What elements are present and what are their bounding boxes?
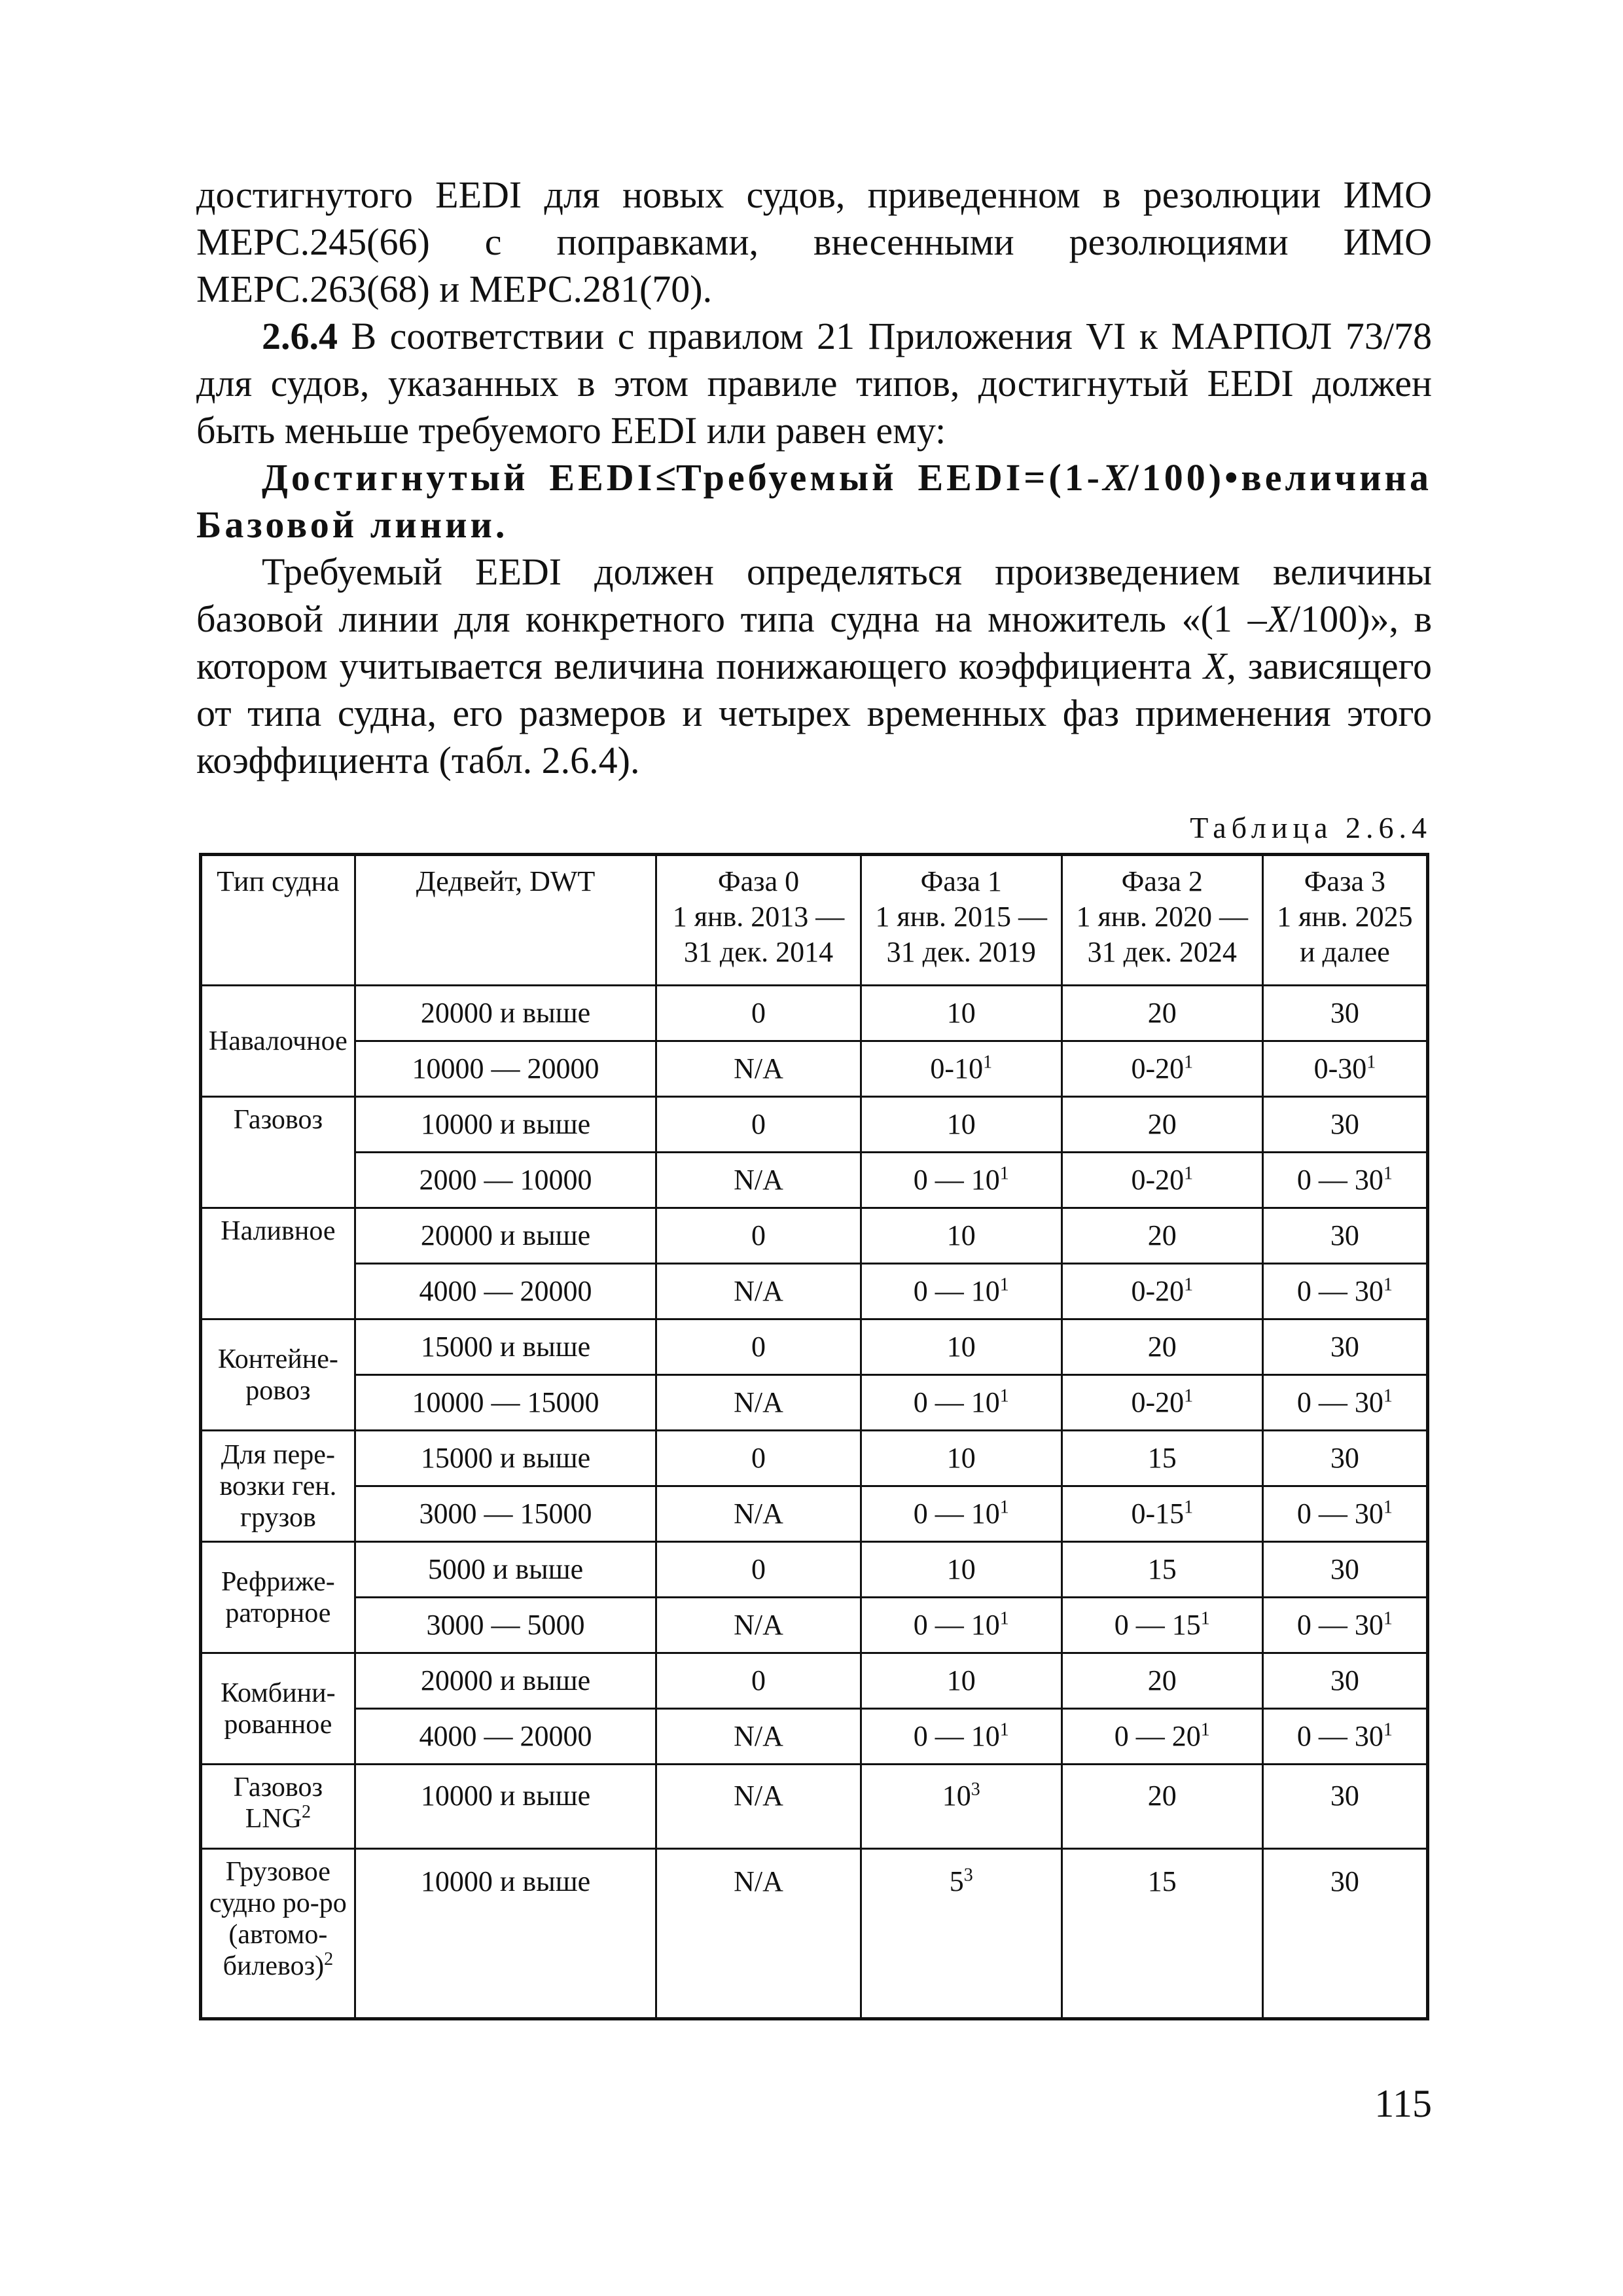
phase2-cell: 0 — $20^1$ bbox=[1061, 1709, 1262, 1765]
ship-type-cell: Наливное bbox=[201, 1208, 355, 1319]
table-row bbox=[201, 1486, 1428, 1542]
ship-type-cell: Газовоз bbox=[201, 1097, 355, 1208]
phase0-cell: 0 bbox=[656, 1319, 861, 1375]
dwt-cell: 3000 — 5000 bbox=[355, 1598, 656, 1653]
dwt-cell: 4000 — 20000 bbox=[355, 1709, 656, 1765]
phase1-cell: 10 bbox=[861, 1208, 1061, 1264]
header-phase-2 bbox=[1061, 855, 1262, 986]
phase1-cell: 0 — $10^1$ bbox=[861, 1709, 1061, 1765]
phase1-cell: 10 bbox=[861, 1542, 1061, 1598]
footnote-marker: 1 bbox=[1383, 1497, 1393, 1518]
footnote-marker: 1 bbox=[1383, 1163, 1393, 1184]
table-row bbox=[201, 1208, 1428, 1264]
formula-part2: Требуемый EEDI=(1- bbox=[676, 456, 1103, 499]
phase-name: Фаза 2 bbox=[1121, 865, 1203, 897]
phase1-cell: 0 — $10^1$ bbox=[861, 1486, 1061, 1542]
phase2-cell: $0-20^1$ bbox=[1061, 1153, 1262, 1208]
footnote-marker: 3 bbox=[963, 1865, 973, 1886]
footnote-marker: 1 bbox=[999, 1274, 1009, 1295]
phase3-cell: 30 bbox=[1262, 1319, 1427, 1375]
phase1-cell: $0-10^1$ bbox=[861, 1041, 1061, 1097]
header-phase-0 bbox=[656, 855, 861, 986]
table-row bbox=[201, 1264, 1428, 1319]
dwt-cell: 15000 и выше bbox=[355, 1431, 656, 1486]
footnote-marker: 1 bbox=[1383, 1274, 1393, 1295]
phase0-cell: 0 bbox=[656, 1542, 861, 1598]
formula-relation: ≤ bbox=[655, 456, 677, 499]
footnote-marker: 1 bbox=[1366, 1052, 1376, 1073]
phase3-cell: 0 — $30^1$ bbox=[1262, 1709, 1427, 1765]
phase2-cell: 20 bbox=[1061, 1653, 1262, 1709]
dwt-cell: 5000 и выше bbox=[355, 1542, 656, 1598]
footnote-marker: 1 bbox=[1200, 1608, 1210, 1629]
phase0-cell: N/A bbox=[656, 1264, 861, 1319]
table-row bbox=[201, 1153, 1428, 1208]
table-row bbox=[201, 1765, 1428, 1849]
phase0-cell: N/A bbox=[656, 1849, 861, 2019]
dwt-cell: 20000 и выше bbox=[355, 1653, 656, 1709]
phase2-cell: 20 bbox=[1061, 1319, 1262, 1375]
intro-paragraph: достигнутого EEDI для новых судов, приведенном в резолюции ИМО МЕРС.245(66) с поправками, внесенными резолюциями ИМО МЕРС.263(68) и МЕРС.281(70). bbox=[196, 173, 1432, 310]
phase1-cell: 10 bbox=[861, 1653, 1061, 1709]
phase0-cell: 0 bbox=[656, 1097, 861, 1153]
explanation-var-2: X bbox=[1203, 645, 1227, 687]
phase3-cell: 30 bbox=[1262, 1208, 1427, 1264]
table-row bbox=[201, 1542, 1428, 1598]
footnote-marker: 1 bbox=[1184, 1386, 1194, 1407]
phase3-cell: 0 — $30^1$ bbox=[1262, 1264, 1427, 1319]
footnote-marker: 3 bbox=[971, 1779, 980, 1800]
header-ship-type: Тип судна bbox=[201, 855, 355, 986]
phase1-cell: $10^3$ bbox=[861, 1765, 1061, 1849]
footnote-marker: 1 bbox=[999, 1608, 1009, 1629]
formula-variable: X bbox=[1102, 456, 1128, 499]
table-row bbox=[201, 1653, 1428, 1709]
phase-period: 1 янв. 2020 — 31 дек. 2024 bbox=[1076, 901, 1249, 968]
phase0-cell: N/A bbox=[656, 1486, 861, 1542]
ship-type-cell: Навалочное bbox=[201, 986, 355, 1097]
table-row bbox=[201, 1097, 1428, 1153]
dwt-cell: 20000 и выше bbox=[355, 1208, 656, 1264]
table-header-row bbox=[201, 855, 1428, 986]
table-row bbox=[201, 1709, 1428, 1765]
phase1-cell: 0 — $10^1$ bbox=[861, 1153, 1061, 1208]
table-row bbox=[201, 1598, 1428, 1653]
dwt-cell: 10000 и выше bbox=[355, 1849, 656, 2019]
phase0-cell: N/A bbox=[656, 1598, 861, 1653]
dwt-cell: 20000 и выше bbox=[355, 986, 656, 1041]
eedi-formula bbox=[196, 454, 1432, 548]
phase1-cell: 10 bbox=[861, 986, 1061, 1041]
phase3-cell: $0-30^1$ bbox=[1262, 1041, 1427, 1097]
document-page bbox=[196, 171, 1432, 2020]
phase3-cell: 30 bbox=[1262, 1542, 1427, 1598]
footnote-marker: 1 bbox=[1184, 1163, 1194, 1184]
dwt-cell: 10000 и выше bbox=[355, 1097, 656, 1153]
ship-type-cell: Комбини-рованное bbox=[201, 1653, 355, 1765]
table-row bbox=[201, 1375, 1428, 1431]
formula-part1: Достигнутый EEDI bbox=[262, 456, 656, 499]
phase2-cell: 20 bbox=[1061, 1097, 1262, 1153]
phase-period: 1 янв. 2025 и далее bbox=[1277, 901, 1413, 968]
phase3-cell: 30 bbox=[1262, 1765, 1427, 1849]
section-paragraph bbox=[196, 313, 1432, 454]
footnote-marker: 1 bbox=[999, 1163, 1009, 1184]
footnote-marker: 1 bbox=[1383, 1719, 1393, 1740]
explanation-text-b: /100)», в котором учитывается величина понижающего коэффициента bbox=[196, 598, 1432, 687]
explanation-text-a: Требуемый EEDI должен определяться произведением величины базовой линии для конкретного типа судна на множитель «(1 – bbox=[196, 550, 1432, 640]
phase1-cell: $5^3$ bbox=[861, 1849, 1061, 2019]
reduction-factor-table bbox=[199, 853, 1429, 2020]
footnote-marker: 1 bbox=[1383, 1386, 1393, 1407]
phase2-cell: $0-20^1$ bbox=[1061, 1375, 1262, 1431]
ship-type-cell: Контейне-ровоз bbox=[201, 1319, 355, 1431]
footnote-marker: 1 bbox=[1184, 1052, 1194, 1073]
table-row bbox=[201, 1431, 1428, 1486]
page-number: 115 bbox=[1374, 2082, 1432, 2125]
phase2-cell: 20 bbox=[1061, 1765, 1262, 1849]
footnote-marker: 1 bbox=[1184, 1274, 1194, 1295]
phase3-cell: 30 bbox=[1262, 1097, 1427, 1153]
phase0-cell: 0 bbox=[656, 1208, 861, 1264]
footnote-marker: 2 bbox=[324, 1949, 334, 1969]
phase-name: Фаза 1 bbox=[920, 865, 1002, 897]
table-caption: Таблица 2.6.4 bbox=[1190, 811, 1432, 844]
phase3-cell: 0 — $30^1$ bbox=[1262, 1598, 1427, 1653]
dwt-cell: 10000 и выше bbox=[355, 1765, 656, 1849]
phase2-cell: 20 bbox=[1061, 986, 1262, 1041]
dwt-cell: 10000 — 15000 bbox=[355, 1375, 656, 1431]
phase0-cell: 0 bbox=[656, 986, 861, 1041]
footnote-marker: 1 bbox=[999, 1386, 1009, 1407]
phase-period: 1 янв. 2015 — 31 дек. 2019 bbox=[875, 901, 1048, 968]
phase2-cell: $0-15^1$ bbox=[1061, 1486, 1262, 1542]
phase-name: Фаза 3 bbox=[1304, 865, 1385, 897]
ship-type-cell: Грузовое судно ро-ро (автомо-билевоз)$^2$ bbox=[201, 1849, 355, 2019]
phase0-cell: N/A bbox=[656, 1375, 861, 1431]
phase1-cell: 10 bbox=[861, 1431, 1061, 1486]
ship-type-cell: Для пере-возки ген. грузов bbox=[201, 1431, 355, 1542]
phase0-cell: N/A bbox=[656, 1041, 861, 1097]
phase0-cell: N/A bbox=[656, 1765, 861, 1849]
explanation-paragraph bbox=[196, 548, 1432, 784]
header-dwt: Дедвейт, DWT bbox=[355, 855, 656, 986]
phase3-cell: 30 bbox=[1262, 1849, 1427, 2019]
table-row bbox=[201, 1849, 1428, 2019]
dwt-cell: 15000 и выше bbox=[355, 1319, 656, 1375]
phase2-cell: 0 — $15^1$ bbox=[1061, 1598, 1262, 1653]
phase2-cell: $0-20^1$ bbox=[1061, 1264, 1262, 1319]
explanation-text-c: , зависящего от типа судна, его размеров и четырех временных фаз применения этого коэффициента (табл. 2.6.4). bbox=[196, 645, 1433, 781]
phase2-cell: $0-20^1$ bbox=[1061, 1041, 1262, 1097]
footnote-marker: 1 bbox=[999, 1719, 1009, 1740]
footnote-marker: 2 bbox=[302, 1802, 312, 1822]
phase3-cell: 30 bbox=[1262, 986, 1427, 1041]
ship-type-cell: Рефриже-раторное bbox=[201, 1542, 355, 1653]
phase1-cell: 0 — $10^1$ bbox=[861, 1598, 1061, 1653]
dwt-cell: 10000 — 20000 bbox=[355, 1041, 656, 1097]
phase1-cell: 0 — $10^1$ bbox=[861, 1375, 1061, 1431]
formula-part3: /100)•величина Базовой линии. bbox=[196, 456, 1432, 546]
phase2-cell: 15 bbox=[1061, 1542, 1262, 1598]
phase1-cell: 10 bbox=[861, 1097, 1061, 1153]
phase2-cell: 20 bbox=[1061, 1208, 1262, 1264]
phase3-cell: 0 — $30^1$ bbox=[1262, 1153, 1427, 1208]
dwt-cell: 4000 — 20000 bbox=[355, 1264, 656, 1319]
footnote-marker: 1 bbox=[1383, 1608, 1393, 1629]
table-row bbox=[201, 986, 1428, 1041]
footnote-marker: 1 bbox=[1200, 1719, 1210, 1740]
header-phase-1 bbox=[861, 855, 1061, 986]
phase1-cell: 10 bbox=[861, 1319, 1061, 1375]
table-row bbox=[201, 1319, 1428, 1375]
phase0-cell: 0 bbox=[656, 1431, 861, 1486]
phase3-cell: 30 bbox=[1262, 1431, 1427, 1486]
footnote-marker: 1 bbox=[999, 1497, 1009, 1518]
explanation-var-1: X bbox=[1266, 598, 1291, 640]
header-phase-3 bbox=[1262, 855, 1427, 986]
table-row bbox=[201, 1041, 1428, 1097]
section-text: В соответствии с правилом 21 Приложения VI к МАРПОЛ 73/78 для судов, указанных в этом правиле типов, достигнутый EEDI должен быть меньше требуемого EEDI или равен ему: bbox=[196, 315, 1432, 452]
phase-name: Фаза 0 bbox=[717, 865, 800, 897]
section-number: 2.6.4 bbox=[262, 315, 338, 357]
phase0-cell: 0 bbox=[656, 1653, 861, 1709]
phase3-cell: 30 bbox=[1262, 1653, 1427, 1709]
phase2-cell: 15 bbox=[1061, 1431, 1262, 1486]
footnote-marker: 1 bbox=[1184, 1497, 1194, 1518]
phase0-cell: N/A bbox=[656, 1153, 861, 1208]
phase-period: 1 янв. 2013 — 31 дек. 2014 bbox=[672, 901, 845, 968]
phase2-cell: 15 bbox=[1061, 1849, 1262, 2019]
dwt-cell: 2000 — 10000 bbox=[355, 1153, 656, 1208]
ship-type-cell: Газовоз LNG$^2$ bbox=[201, 1765, 355, 1849]
phase1-cell: 0 — $10^1$ bbox=[861, 1264, 1061, 1319]
footnote-marker: 1 bbox=[983, 1052, 993, 1073]
phase3-cell: 0 — $30^1$ bbox=[1262, 1486, 1427, 1542]
dwt-cell: 3000 — 15000 bbox=[355, 1486, 656, 1542]
phase0-cell: N/A bbox=[656, 1709, 861, 1765]
phase3-cell: 0 — $30^1$ bbox=[1262, 1375, 1427, 1431]
